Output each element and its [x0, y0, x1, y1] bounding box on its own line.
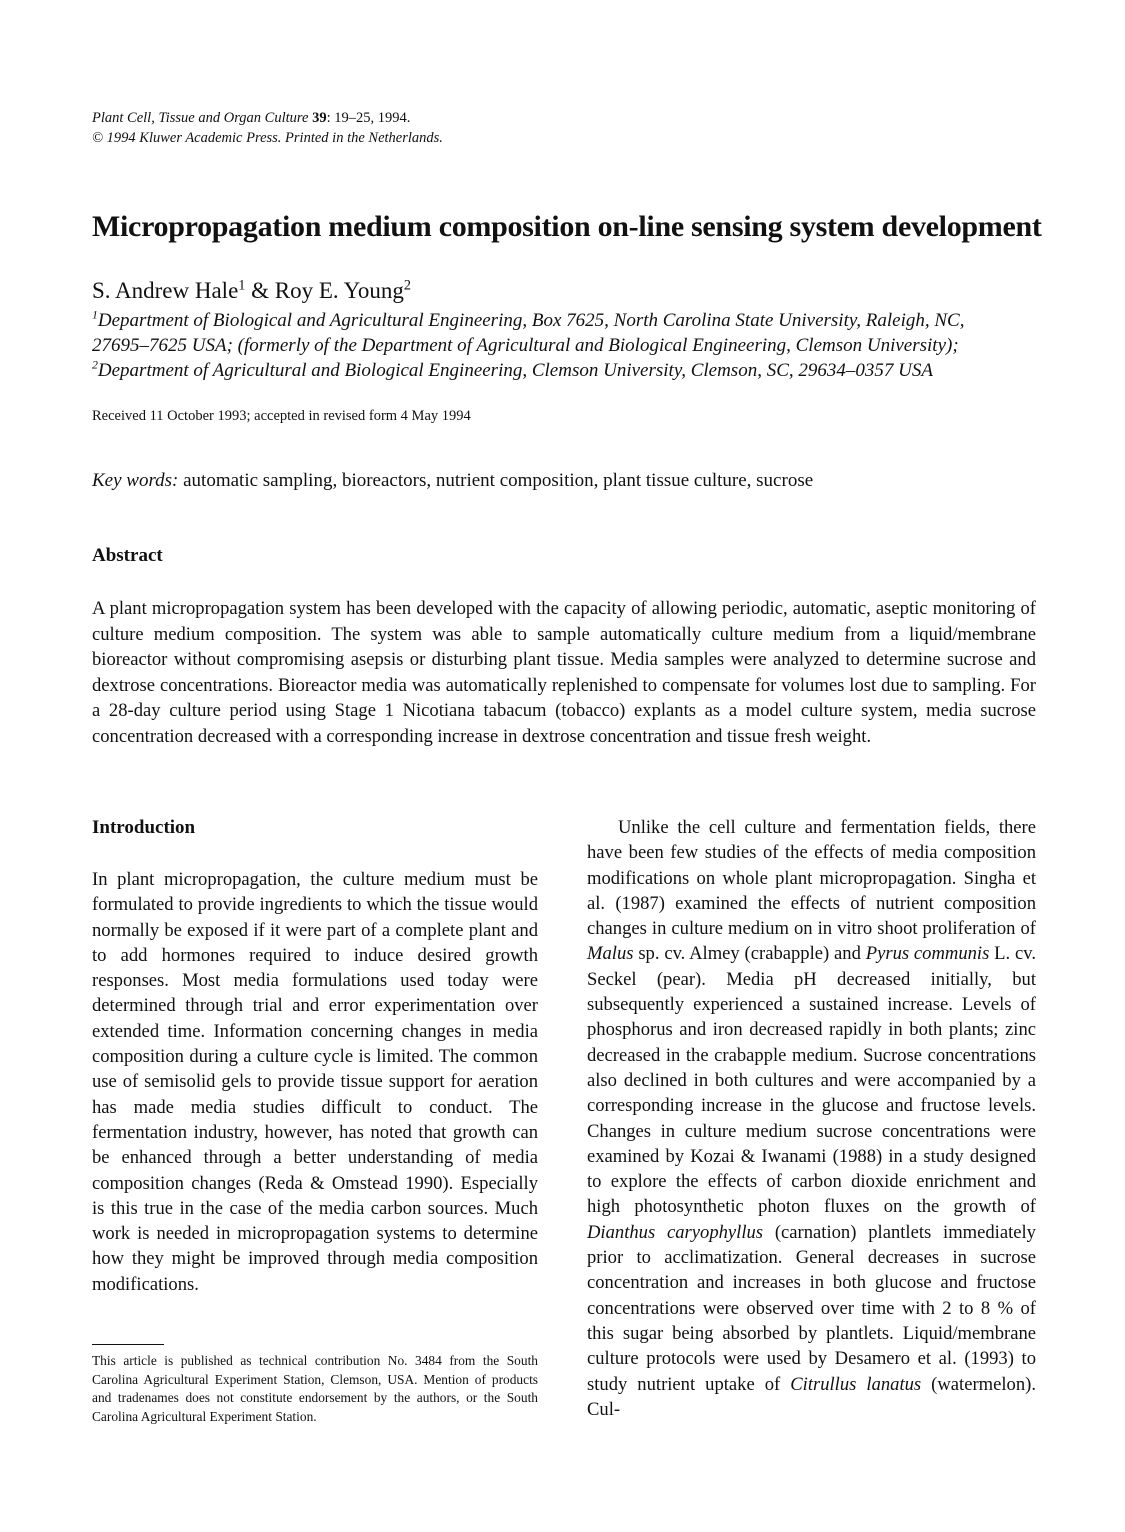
author-1: S. Andrew Hale [92, 278, 239, 303]
author-1-affil-marker: 1 [238, 277, 246, 294]
left-column [92, 815, 538, 1297]
abstract-heading: Abstract [92, 545, 163, 566]
keywords-text: automatic sampling, bioreactors, nutrient composition, plant tissue culture, sucrose [178, 470, 814, 491]
affiliations [92, 308, 1042, 383]
author-separator: & [245, 278, 275, 303]
affiliation-line-3: $^2$Department of Agricultural and Biological Engineering, Clemson University, Clemson, SC, 29634–0357 USA [92, 358, 933, 381]
author-2-affil-marker: 2 [403, 277, 412, 294]
paper-title: Micropropagation medium composition on-line sensing system development [92, 210, 1042, 243]
copyright-line: © 1994 Kluwer Academic Press. Printed in the Netherlands. [92, 130, 443, 146]
journal-header [92, 108, 443, 148]
author-2: Roy E. Young [274, 278, 404, 303]
species-dianthus: Dianthus caryophyllus [587, 1221, 764, 1243]
abstract-text: A plant micropropagation system has been developed with the capacity of allowing periodic, automatic, aseptic monitoring of culture medium composition. The system was able to sample automatically culture medium from a liquid/membrane bioreactor without compromising asepsis or disturbing plant tissue. Media samples were analyzed to determine sucrose and dextrose concentrations. Bioreactor media was automatically replenished to compensate for volumes lost due to sampling. For a 28-day culture period using Stage 1 Nicotiana tabacum (tobacco) explants as a model culture system, media sucrose concentration decreased with a corresponding increase in dextrose concentration and tissue fresh weight. [92, 598, 1036, 747]
journal-citation: Plant Cell, Tissue and Organ Culture 39: 19–25, 1994. [92, 110, 411, 126]
introduction-paragraph: In plant micropropagation, the culture medium must be formulated to provide ingredients to which the tissue would normally be exposed if it were part of a complete plant and to add hormones required to induce desired growth responses. Most media formulations used today were determined through trial and error experimentation over extended time. Information concerning changes in media composition during a culture cycle is limited. The common use of semisolid gels to provide tissue support for aeration has made media studies difficult to conduct. The fermentation industry, however, has noted that growth can be enhanced through a better understanding of media composition changes (Reda & Omstead 1990). Especially is this true in the case of the media carbon sources. Much work is needed in micropropagation systems to determine how they might be improved through media composition modifications. [92, 869, 538, 1295]
introduction-heading: Introduction [92, 817, 196, 838]
affiliation-line-1: $^1$Department of Biological and Agricultural Engineering, Box 7625, North Carolina State University, Raleigh, NC, [92, 308, 965, 331]
column2-paragraph: Unlike the cell culture and fermentation fields, there have been few studies of the effects of media composition modifications on whole plant micropropagation. Singha et al. (1987) examined the effects of nutrient composition changes in culture medium on in vitro shoot proliferation of Malus sp. cv. Almey (crabapple) and Pyrus communis L. cv. Seckel (pear). Media pH decreased initially, but subsequently experienced a sustained increase. Levels of phosphorus and iron decreased rapidly in both plants; zinc decreased in the crabapple medium. Sucrose concentrations also declined in both cultures and were accompanied by a corresponding increase in the glucose and fructose levels. Changes in culture medium sucrose concentrations were examined by Kozai & Iwanami (1988) in a study designed to explore the effects of carbon dioxide enrichment and high photosynthetic photon fluxes on the growth of Dianthus caryophyllus (carnation) plantlets immediately prior to acclimatization. General decreases in sucrose concentration and increases in both glucose and fructose concentrations were observed over time with 2 to 8 % of this sugar being absorbed by plantlets. Liquid/membrane culture protocols were used by Desamero et al. (1993) to study nutrient uptake of Citrullus lanatus (watermelon). Cul- [587, 817, 1037, 1420]
footnote-divider [92, 1344, 164, 1345]
received-dates: Received 11 October 1993; accepted in revised form 4 May 1994 [92, 408, 471, 424]
footnote: This article is published as technical contribution No. 3484 from the South Carolina Agricultural Experiment Station, Clemson, USA. Mention of products and tradenames does not constitute endorsement by the authors, or the South Carolina Agricultural Experiment Station. [92, 1353, 538, 1424]
right-column [587, 815, 1036, 1422]
keywords-label: Key words: [92, 470, 179, 491]
author-line [92, 278, 411, 304]
species-citrullus: Citrullus lanatus [790, 1373, 922, 1395]
species-pyrus: Pyrus communis [865, 943, 990, 965]
affiliation-line-2: 27695–7625 USA; (formerly of the Department of Agricultural and Biological Engineering, Clemson University); [92, 335, 959, 356]
keywords [92, 470, 813, 492]
species-malus: Malus [587, 943, 634, 965]
